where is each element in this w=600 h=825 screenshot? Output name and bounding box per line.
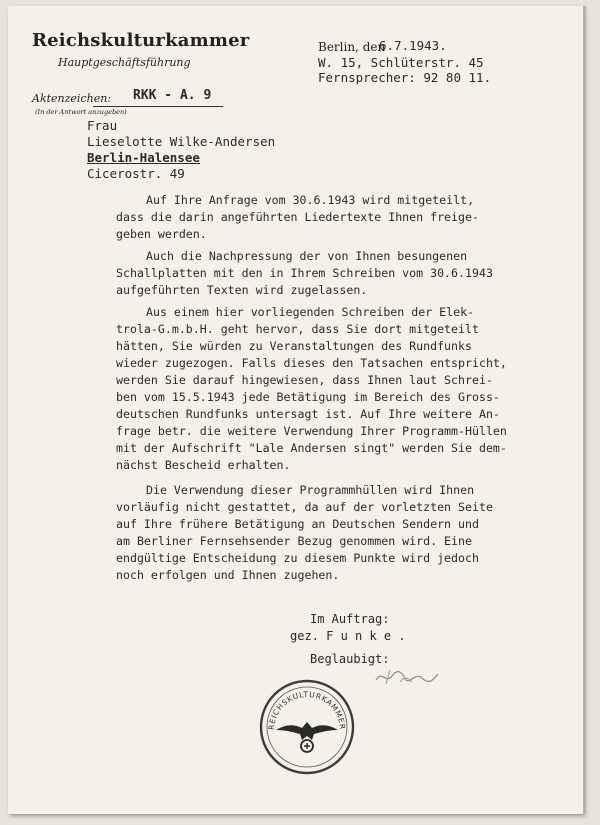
body-line: Schallplatten mit den in Ihrem Schreiben vom 30.6.1943 — [116, 266, 493, 280]
reference-note: (In der Antwort anzugeben) — [35, 108, 127, 116]
body-line: endgültige Entscheidung zu diesem Punkte wird jedoch — [116, 551, 479, 565]
recipient-salutation: Frau — [87, 118, 118, 133]
closing-signed-name: gez. F u n k e . — [290, 629, 406, 643]
body-line: dass die darin angeführten Liedertexte Ihnen freige- — [116, 210, 479, 224]
body-line: werden Sie darauf hingewiesen, dass Ihnen laut Schrei- — [116, 373, 493, 387]
body-line: Auch die Nachpressung der von Ihnen besungenen — [146, 249, 468, 263]
location-label: Berlin, den — [318, 40, 386, 54]
body-line: ben vom 15.5.1943 jede Betätigung im Bereich des Gross- — [116, 390, 500, 404]
body-line: frage betr. die weitere Verwendung Ihrer Programm-Hüllen — [116, 424, 507, 438]
body-line: wieder zugezogen. Falls dieses den Tatsachen entspricht, — [116, 356, 507, 370]
organization-name: Reichskulturkammer — [32, 30, 250, 51]
closing-certified: Beglaubigt: — [310, 652, 390, 666]
official-stamp-icon — [258, 678, 356, 776]
body-line: aufgeführten Texten wird zugelassen. — [116, 283, 368, 297]
body-line: noch erfolgen und Ihnen zugehen. — [116, 568, 340, 582]
body-line: mit der Aufschrift "Lale Andersen singt" werden Sie dem- — [116, 441, 507, 455]
letter-date: 6.7.1943. — [379, 38, 447, 53]
stamp-text: REICHSKULTURKAMMER — [266, 689, 348, 731]
body-line: Auf Ihre Anfrage vom 30.6.1943 wird mitgeteilt, — [146, 193, 475, 207]
body-line: am Berliner Fernsehsender Bezug genommen wird. Eine — [116, 534, 472, 548]
closing-on-behalf: Im Auftrag: — [310, 612, 390, 626]
page-edge — [583, 6, 586, 814]
reference-label: Aktenzeichen: — [32, 92, 111, 105]
recipient-street: Cicerostr. 49 — [87, 166, 185, 181]
body-line: nächst Bescheid erhalten. — [116, 458, 291, 472]
body-line: trola-G.m.b.H. geht hervor, dass Sie dort mitgeteilt — [116, 322, 479, 336]
reference-underline — [93, 106, 223, 107]
recipient-city: Berlin-Halensee — [87, 150, 200, 165]
recipient-name: Lieselotte Wilke-Andersen — [87, 134, 276, 149]
sender-phone: Fernsprecher: 92 80 11. — [318, 70, 492, 85]
body-line: hätten, Sie würden zu Veranstaltungen des Rundfunks — [116, 339, 472, 353]
body-line: geben werden. — [116, 227, 207, 241]
body-line: auf Ihre frühere Betätigung an Deutschen Sendern und — [116, 517, 479, 531]
organization-subtitle: Hauptgeschäftsführung — [58, 56, 191, 69]
body-line: vorläufig nicht gestattet, da auf der vorletzten Seite — [116, 500, 493, 514]
sender-address: W. 15, Schlüterstr. 45 — [318, 55, 484, 70]
body-line: Die Verwendung dieser Programmhüllen wird Ihnen — [146, 483, 475, 497]
body-line: deutschen Rundfunks untersagt ist. Auf Ihre weitere An- — [116, 407, 500, 421]
body-line: Aus einem hier vorliegenden Schreiben der Elek- — [146, 305, 475, 319]
signature-scribble — [372, 664, 442, 688]
reference-number: RKK - A. 9 — [133, 88, 212, 103]
